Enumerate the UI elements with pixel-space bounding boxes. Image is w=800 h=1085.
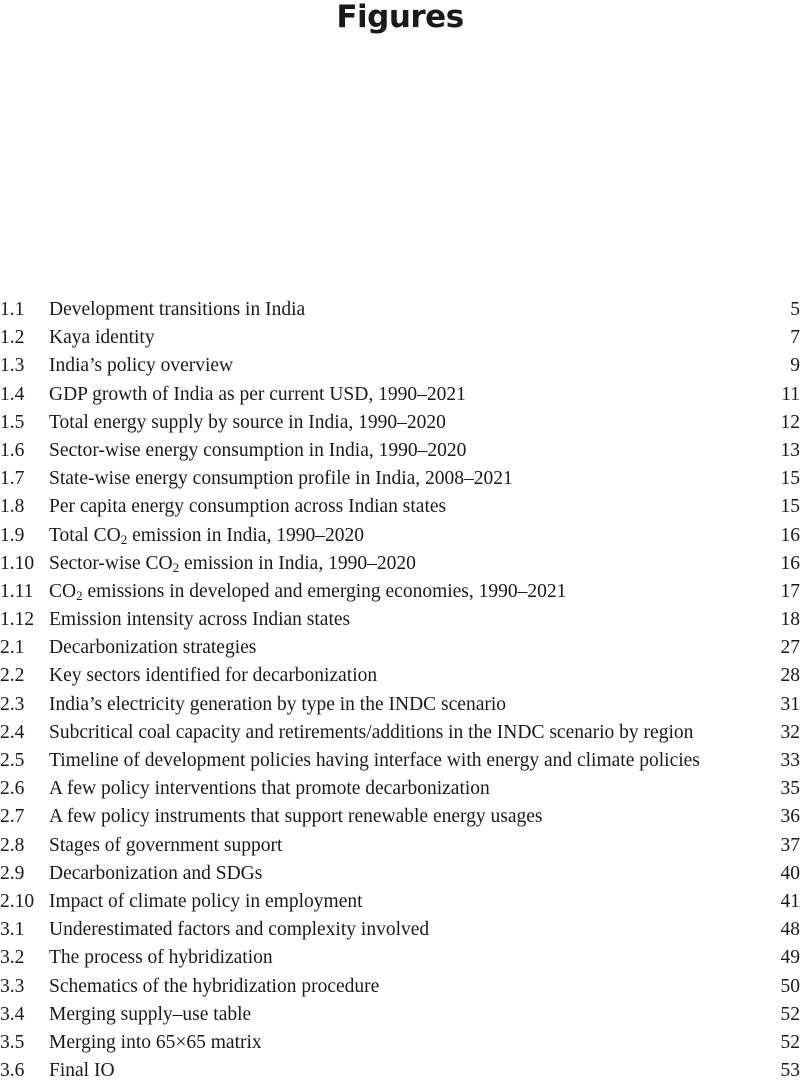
- figure-number: 1.10: [0, 550, 34, 578]
- figure-title: [49, 860, 262, 888]
- figure-title: [49, 775, 490, 803]
- figure-number: 2.4: [0, 719, 24, 747]
- figure-title-text: Final IO: [49, 1060, 115, 1081]
- figure-title: [49, 691, 506, 719]
- figure-title: [49, 719, 693, 747]
- figure-title-text: Merging supply–use table: [49, 1004, 251, 1025]
- page-number: 16: [781, 550, 800, 578]
- figure-title: [49, 465, 513, 493]
- figure-list-entry[interactable]: [0, 662, 800, 690]
- figure-title: [49, 662, 377, 690]
- figure-number: 2.3: [0, 691, 24, 719]
- figure-title: [49, 944, 273, 972]
- figure-title-text: Schematics of the hybridization procedure: [49, 976, 379, 997]
- page-number: 49: [781, 944, 800, 972]
- figure-list-entry[interactable]: [0, 465, 800, 493]
- figure-title-text: The process of hybridization: [49, 947, 273, 968]
- figure-title-text: emissions in developed and emerging economies, 1990–2021: [83, 581, 567, 602]
- figure-number: 1.3: [0, 352, 24, 380]
- figure-title-text: State-wise energy consumption profile in India, 2008–2021: [49, 468, 513, 489]
- figure-number: 1.8: [0, 493, 24, 521]
- figure-number: 2.2: [0, 662, 24, 690]
- figure-list-entry[interactable]: [0, 578, 800, 606]
- figure-number: 1.1: [0, 296, 24, 324]
- figure-title: [49, 803, 543, 831]
- figure-list-entry[interactable]: [0, 944, 800, 972]
- figure-list-entry[interactable]: [0, 606, 800, 634]
- figure-title-text: Decarbonization strategies: [49, 637, 256, 658]
- figure-title-text: Key sectors identified for decarbonization: [49, 665, 377, 686]
- figure-title-text: Total CO: [49, 525, 121, 546]
- figure-title-text: CO: [49, 581, 76, 602]
- page-number: 40: [781, 860, 800, 888]
- figure-title-text: Decarbonization and SDGs: [49, 863, 262, 884]
- page-number: 9: [790, 352, 800, 380]
- figure-list-entry[interactable]: [0, 296, 800, 324]
- figure-title-text: Impact of climate policy in employment: [49, 891, 363, 912]
- subscript: 2: [121, 532, 128, 547]
- figure-title-text: GDP growth of India as per current USD, 1990–2021: [49, 384, 466, 405]
- figure-number: 2.8: [0, 832, 24, 860]
- figure-title: [49, 634, 256, 662]
- figure-number: 2.10: [0, 888, 34, 916]
- figure-list-entry[interactable]: [0, 691, 800, 719]
- page-number: 7: [790, 324, 800, 352]
- page-number: 15: [781, 465, 800, 493]
- page-number: 32: [781, 719, 800, 747]
- figure-title: [49, 522, 364, 550]
- figure-title: [49, 1057, 115, 1085]
- figure-list-entry[interactable]: [0, 409, 800, 437]
- figure-title: [49, 324, 155, 352]
- figure-list-entry[interactable]: [0, 1001, 800, 1029]
- figure-list-entry[interactable]: [0, 634, 800, 662]
- figure-title-text: Development transitions in India: [49, 299, 305, 320]
- page-number: 12: [781, 409, 800, 437]
- page-number: 11: [781, 381, 800, 409]
- page-number: 33: [781, 747, 800, 775]
- figure-title-text: Sector-wise energy consumption in India, 1990–2020: [49, 440, 466, 461]
- figure-number: 2.1: [0, 634, 24, 662]
- page-number: 52: [781, 1001, 800, 1029]
- figure-list-entry[interactable]: [0, 747, 800, 775]
- figure-title: [49, 578, 566, 606]
- figure-list-entry[interactable]: [0, 493, 800, 521]
- figure-list-entry[interactable]: [0, 973, 800, 1001]
- figure-title-text: India’s policy overview: [49, 355, 233, 376]
- figure-number: 2.5: [0, 747, 24, 775]
- figure-list-entry[interactable]: [0, 888, 800, 916]
- figure-number: 3.2: [0, 944, 24, 972]
- figure-title: [49, 437, 466, 465]
- page-number: 13: [781, 437, 800, 465]
- page-number: 52: [781, 1029, 800, 1057]
- figure-list-entry[interactable]: [0, 324, 800, 352]
- figure-title-text: emission in India, 1990–2020: [179, 553, 416, 574]
- figure-number: 1.2: [0, 324, 24, 352]
- figure-number: 1.5: [0, 409, 24, 437]
- figure-list-entry[interactable]: [0, 437, 800, 465]
- figure-title-text: India’s electricity generation by type in the INDC scenario: [49, 694, 506, 715]
- figure-title-text: emission in India, 1990–2020: [127, 525, 364, 546]
- figure-title: [49, 1001, 251, 1029]
- figure-list-entry[interactable]: [0, 916, 800, 944]
- figure-number: 1.4: [0, 381, 24, 409]
- subscript: 2: [173, 560, 180, 575]
- page-number: 50: [781, 973, 800, 1001]
- subscript: 2: [76, 588, 83, 603]
- page-number: 16: [781, 522, 800, 550]
- figure-number: 1.7: [0, 465, 24, 493]
- figure-number: 3.4: [0, 1001, 24, 1029]
- page-number: 31: [781, 691, 800, 719]
- figure-number: 1.11: [0, 578, 33, 606]
- page-number: 27: [781, 634, 800, 662]
- figure-title: [49, 606, 350, 634]
- figure-list-entry[interactable]: [0, 860, 800, 888]
- figure-title-text: Merging into 65×65 matrix: [49, 1032, 262, 1053]
- figure-number: 3.3: [0, 973, 24, 1001]
- page-title: Figures: [0, 0, 800, 34]
- page-number: 28: [781, 662, 800, 690]
- figure-number: 1.6: [0, 437, 24, 465]
- figure-title-text: Emission intensity across Indian states: [49, 609, 350, 630]
- figure-number: 2.6: [0, 775, 24, 803]
- figure-list-entry[interactable]: [0, 550, 800, 578]
- figure-title: [49, 973, 379, 1001]
- page-number: 35: [781, 775, 800, 803]
- figure-title: [49, 352, 233, 380]
- figure-number: 2.7: [0, 803, 24, 831]
- figure-title: [49, 1029, 262, 1057]
- page-number: 17: [781, 578, 800, 606]
- page-number: 18: [781, 606, 800, 634]
- figure-list-entry[interactable]: [0, 803, 800, 831]
- figure-title-text: Per capita energy consumption across Indian states: [49, 496, 446, 517]
- figure-title-text: Stages of government support: [49, 835, 282, 856]
- figure-title: [49, 296, 305, 324]
- figure-title: [49, 832, 282, 860]
- figure-number: 3.1: [0, 916, 24, 944]
- figure-list-entry[interactable]: [0, 719, 800, 747]
- figure-title: [49, 550, 416, 578]
- figure-title-text: Kaya identity: [49, 327, 155, 348]
- figure-list-entry[interactable]: [0, 832, 800, 860]
- figure-list-entry[interactable]: [0, 381, 800, 409]
- figure-title-text: Total energy supply by source in India, 1990–2020: [49, 412, 446, 433]
- figure-title-text: Underestimated factors and complexity involved: [49, 919, 429, 940]
- figure-number: 2.9: [0, 860, 24, 888]
- figure-list-entry[interactable]: [0, 775, 800, 803]
- figure-list-entry[interactable]: [0, 522, 800, 550]
- figure-number: 1.9: [0, 522, 24, 550]
- figure-title-text: Timeline of development policies having interface with energy and climate policies: [49, 750, 700, 771]
- page-number: 15: [781, 493, 800, 521]
- page-number: 41: [781, 888, 800, 916]
- figure-title: [49, 747, 700, 775]
- page-number: 53: [781, 1057, 800, 1085]
- page-number: 48: [781, 916, 800, 944]
- figure-title-text: A few policy instruments that support renewable energy usages: [49, 806, 543, 827]
- figure-title: [49, 916, 429, 944]
- figure-list-entry[interactable]: [0, 1057, 800, 1085]
- page-number: 36: [781, 803, 800, 831]
- figure-title: [49, 888, 363, 916]
- figure-title: [49, 493, 446, 521]
- figure-list-entry[interactable]: [0, 1029, 800, 1057]
- figure-number: 3.6: [0, 1057, 24, 1085]
- page-number: 37: [781, 832, 800, 860]
- figure-title-text: Sector-wise CO: [49, 553, 173, 574]
- figure-list: [0, 296, 800, 1085]
- figure-list-entry[interactable]: [0, 352, 800, 380]
- figure-title-text: Subcritical coal capacity and retirements/additions in the INDC scenario by region: [49, 722, 693, 743]
- page-number: 5: [790, 296, 800, 324]
- figure-title-text: A few policy interventions that promote decarbonization: [49, 778, 490, 799]
- figure-number: 1.12: [0, 606, 34, 634]
- figure-number: 3.5: [0, 1029, 24, 1057]
- figure-title: [49, 409, 446, 437]
- figure-title: [49, 381, 466, 409]
